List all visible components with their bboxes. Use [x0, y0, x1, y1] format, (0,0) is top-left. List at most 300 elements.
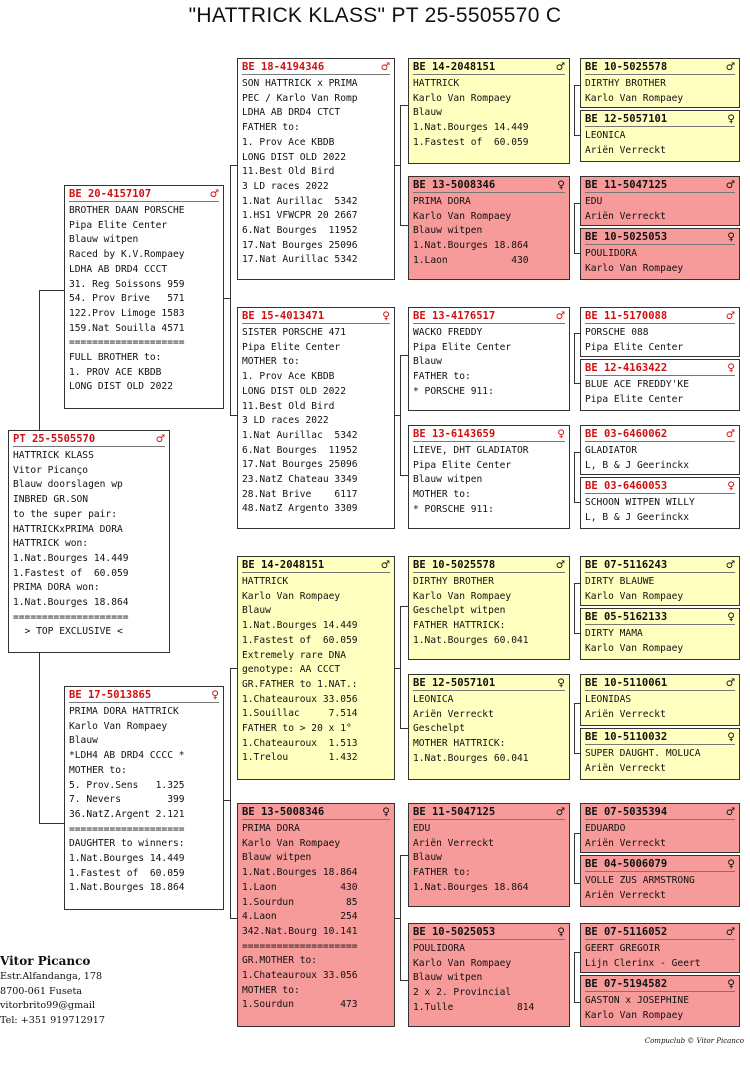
- pigeon-info-line: MOTHER HATTRICK:: [413, 738, 506, 750]
- sex-symbol-icon: ♀: [211, 689, 219, 701]
- pigeon-info-line: 6.Nat Bourges 11952: [242, 444, 358, 456]
- sex-symbol-icon: ♀: [557, 428, 565, 440]
- breeder-info: [0, 952, 230, 1029]
- pigeon-info-line: Pipa Elite Center: [413, 459, 512, 471]
- pigeon-info-line: EDU: [585, 196, 603, 207]
- pigeon-info-line: ====================: [242, 940, 358, 952]
- connector-line: [400, 606, 401, 728]
- pigeon-card-g6: [580, 359, 740, 411]
- pigeon-card-dsd: [408, 674, 570, 780]
- pigeon-info-line: Pipa Elite Center: [69, 219, 168, 231]
- pigeon-card-g9: [580, 556, 740, 606]
- connector-line: [400, 225, 408, 226]
- pigeon-info-line: Blauw: [413, 852, 442, 864]
- connector-line: [39, 290, 40, 431]
- pigeon-info-line: Blauw: [69, 735, 98, 747]
- pigeon-info-line: SISTER PORSCHE 471: [242, 327, 346, 338]
- pigeon-info-line: DIRTHY BROTHER: [413, 576, 494, 587]
- ring-number: PT 25-5505570: [13, 433, 96, 445]
- pigeon-info-line: Ariën Verreckt: [585, 837, 666, 849]
- pigeon-info-line: 1. Prov Ace KBDB: [242, 371, 335, 383]
- sex-symbol-icon: ♂: [155, 433, 165, 445]
- sex-symbol-icon: ♂: [725, 926, 735, 938]
- pigeon-card-g10: [580, 608, 740, 660]
- pigeon-info-line: 122.Prov Limoge 1583: [69, 307, 185, 319]
- ring-number: BE 11-5047125: [585, 179, 668, 191]
- sex-symbol-icon: ♀: [557, 677, 565, 689]
- pigeon-card-subject: [8, 430, 170, 653]
- pigeon-info-line: 1.Tulle 814: [413, 1001, 535, 1013]
- connector-line: [400, 475, 408, 476]
- connector-line: [574, 703, 575, 753]
- sex-symbol-icon: ♂: [555, 61, 565, 73]
- sex-symbol-icon: ♀: [727, 978, 735, 990]
- pigeon-info-line: FATHER to > 20 x 1°: [242, 723, 352, 735]
- pigeon-card-g11: [580, 674, 740, 726]
- connector-line: [230, 668, 231, 918]
- pigeon-info-line: 1.Nat.Bourges 14.449: [69, 853, 185, 865]
- pigeon-info-line: 31. Reg Soissons 959: [69, 278, 185, 290]
- pigeon-info-line: Ariën Verreckt: [585, 708, 666, 720]
- pigeon-header: [13, 433, 165, 447]
- pigeon-card-dam-dam: [237, 803, 395, 1027]
- pigeon-info-line: Lijn Clerinx - Geert: [585, 957, 701, 969]
- sex-symbol-icon: ♂: [380, 559, 390, 571]
- pigeon-info-line: 1.Nat.Bourges 18.864: [13, 597, 129, 609]
- pigeon-info-line: FULL BROTHER to:: [69, 352, 162, 364]
- pigeon-header: [585, 61, 735, 75]
- pigeon-info-line: 48.NatZ Argento 3309: [242, 503, 358, 515]
- pigeon-info-line: PORSCHE 088: [585, 327, 649, 338]
- connector-line: [400, 606, 408, 607]
- pigeon-header: [413, 677, 565, 691]
- ring-number: BE 10-5025578: [585, 61, 668, 73]
- pigeon-info-line: 11.Best Old Bird: [242, 400, 335, 412]
- sex-symbol-icon: ♀: [727, 362, 735, 374]
- sex-symbol-icon: ♀: [727, 231, 735, 243]
- pigeon-info-line: GR.FATHER to 1.NAT.:: [242, 678, 358, 690]
- pigeon-info-line: WACKO FREDDY: [413, 327, 483, 338]
- sex-symbol-icon: ♂: [725, 677, 735, 689]
- ring-number: BE 14-2048151: [413, 61, 496, 73]
- pigeon-info-line: 11.Best Old Bird: [242, 166, 335, 178]
- pigeon-card-g7: [580, 425, 740, 475]
- pigeon-info-line: Pipa Elite Center: [585, 341, 684, 353]
- pigeon-card-sdd: [408, 425, 570, 529]
- ring-number: BE 10-5025578: [413, 559, 496, 571]
- pigeon-card-g5: [580, 307, 740, 357]
- pigeon-header: [585, 978, 735, 992]
- sex-symbol-icon: ♀: [727, 858, 735, 870]
- pigeon-info-line: MOTHER to:: [413, 489, 471, 501]
- pigeon-info-line: 17.Nat Bourges 25096: [242, 459, 358, 471]
- pigeon-info-line: > TOP EXCLUSIVE <: [13, 626, 123, 638]
- pigeon-info-line: Karlo Van Rompaey: [585, 590, 684, 602]
- pigeon-card-dam: [64, 686, 224, 910]
- pigeon-info-line: LONG DIST OLD 2022: [69, 381, 173, 393]
- pigeon-info-line: EDU: [413, 823, 431, 834]
- pigeon-info-line: Karlo Van Rompaey: [413, 92, 512, 104]
- pigeon-info-line: Geschelpt: [413, 723, 465, 735]
- pigeon-header: [585, 428, 735, 442]
- breeder-email-line: vitorbrito99@gmail: [0, 1000, 96, 1012]
- pigeon-info-line: POULIDORA: [413, 943, 465, 954]
- pigeon-header: [413, 61, 565, 75]
- pigeon-info-line: HATTRICK KLASS: [13, 450, 94, 461]
- pigeon-info-line: 1.Nat.Bourges 60.041: [413, 752, 529, 764]
- pigeon-card-dam-sire: [237, 556, 395, 780]
- pigeon-card-g4: [580, 228, 740, 280]
- pigeon-info-line: DIRTY BLAUWE: [585, 576, 655, 587]
- ring-number: BE 12-5057101: [413, 677, 496, 689]
- sex-symbol-icon: ♀: [382, 310, 390, 322]
- pigeon-card-g1: [580, 58, 740, 108]
- pigeon-info-line: 1.Nat.Bourges 18.864: [413, 240, 529, 252]
- breeder-address-line: Estr.Alfandanga, 178: [0, 971, 103, 982]
- connector-line: [574, 85, 575, 135]
- ring-number: BE 10-5110061: [585, 677, 668, 689]
- pigeon-header: [69, 689, 219, 703]
- connector-line: [574, 833, 575, 883]
- pigeon-info-line: 1.Fastest of 60.059: [413, 136, 529, 148]
- pigeon-info-line: 1.HS1 VFWCPR 20 2667: [242, 210, 358, 222]
- ring-number: BE 13-4176517: [413, 310, 496, 322]
- pigeon-info-line: Ariën Verreckt: [413, 837, 494, 849]
- ring-number: BE 07-5116243: [585, 559, 668, 571]
- pigeon-info-line: 1.Souillac 7.514: [242, 708, 358, 720]
- pigeon-info-line: Ariën Verreckt: [585, 762, 666, 774]
- ring-number: BE 07-5035394: [585, 806, 668, 818]
- sex-symbol-icon: ♀: [382, 806, 390, 818]
- pigeon-info-line: GR.MOTHER to:: [242, 955, 318, 967]
- pigeon-info-line: 54. Prov Brive 571: [69, 293, 185, 305]
- pigeon-info-line: HATTRICKxPRIMA DORA: [13, 523, 123, 535]
- pigeon-info-line: 3 LD races 2022: [242, 180, 329, 192]
- ring-number: BE 11-5047125: [413, 806, 496, 818]
- pigeon-info-line: 1.Fastest of 60.059: [13, 567, 129, 579]
- pigeon-info-line: Extremely rare DNA: [242, 649, 346, 661]
- pigeon-info-line: 17.Nat Bourges 25096: [242, 239, 358, 251]
- pigeon-header: [585, 926, 735, 940]
- pigeon-header: [413, 179, 565, 193]
- pigeon-info-line: Karlo Van Rompaey: [413, 957, 512, 969]
- ring-number: BE 03-6460053: [585, 480, 668, 492]
- pigeon-card-g15: [580, 923, 740, 973]
- connector-line: [395, 668, 401, 669]
- pigeon-info-line: HATTRICK won:: [13, 538, 89, 550]
- pigeon-info-line: 1. Prov Ace KBDB: [242, 136, 335, 148]
- pigeon-header: [585, 310, 735, 324]
- connector-line: [39, 653, 40, 823]
- pigeon-info-line: 159.Nat Souilla 4571: [69, 322, 185, 334]
- sex-symbol-icon: ♂: [725, 559, 735, 571]
- pigeon-info-line: 1.Chateauroux 1.513: [242, 737, 358, 749]
- pigeon-info-line: FATHER to:: [413, 867, 471, 879]
- pigeon-info-line: BLUE ACE FREDDY'KE: [585, 379, 689, 390]
- pigeon-card-g16: [580, 975, 740, 1027]
- pigeon-info-line: * PORSCHE 911:: [413, 503, 494, 515]
- pigeon-info-line: Pipa Elite Center: [242, 341, 341, 353]
- pigeon-header: [585, 559, 735, 573]
- pigeon-info-line: LEONICA: [585, 130, 626, 141]
- pigeon-header: [585, 362, 735, 376]
- pigeon-info-line: Ariën Verreckt: [585, 889, 666, 901]
- pigeon-info-line: genotype: AA CCCT: [242, 664, 341, 676]
- pigeon-info-line: DAUGHTER to winners:: [69, 838, 185, 850]
- sex-symbol-icon: ♀: [727, 731, 735, 743]
- pigeon-info-line: 1.Nat.Bourges 18.864: [242, 867, 358, 879]
- pigeon-info-line: Blauw: [242, 605, 271, 617]
- pigeon-info-line: 1.Nat.Bourges 18.864: [69, 882, 185, 894]
- pigeon-info-line: Ariën Verreckt: [585, 144, 666, 156]
- pigeon-info-line: DIRTY MAMA: [585, 628, 643, 639]
- pigeon-info-line: 1.Laon 430: [242, 881, 358, 893]
- ring-number: BE 12-4163422: [585, 362, 668, 374]
- pigeon-card-dds: [408, 803, 570, 907]
- ring-number: BE 07-5116052: [585, 926, 668, 938]
- pigeon-info-line: 36.NatZ.Argent 2.121: [69, 808, 185, 820]
- ring-number: BE 14-2048151: [242, 559, 325, 571]
- pigeon-card-g2: [580, 110, 740, 162]
- pigeon-info-line: 7. Nevers 399: [69, 794, 185, 806]
- pigeon-info-line: PRIMA DORA: [242, 823, 300, 834]
- pigeon-info-line: GASTON x JOSEPHINE: [585, 995, 689, 1006]
- pigeon-info-line: L, B & J Geerinckx: [585, 459, 689, 471]
- pigeon-info-line: Geschelpt witpen: [413, 605, 506, 617]
- pigeon-info-line: 1.Fastest of 60.059: [242, 634, 358, 646]
- ring-number: BE 07-5194582: [585, 978, 668, 990]
- ring-number: BE 13-6143659: [413, 428, 496, 440]
- pigeon-info-line: Karlo Van Rompaey: [585, 1009, 684, 1021]
- pigeon-info-line: 4.Laon 254: [242, 911, 358, 923]
- connector-line: [224, 298, 231, 299]
- pigeon-card-sire: [64, 185, 224, 409]
- ring-number: BE 10-5025053: [585, 231, 668, 243]
- pigeon-card-g8: [580, 477, 740, 529]
- pigeon-header: [585, 113, 735, 127]
- breeder-phone-line: Tel: +351 919712917: [0, 1015, 106, 1027]
- connector-line: [224, 800, 231, 801]
- pigeon-info-line: 1.Sourdun 473: [242, 999, 358, 1011]
- pigeon-info-line: Raced by K.V.Rompaey: [69, 249, 185, 261]
- pigeon-info-line: 1.Chateauroux 33.056: [242, 693, 358, 705]
- pigeon-header: [242, 61, 390, 75]
- pigeon-card-ddd: [408, 923, 570, 1027]
- pigeon-info-line: LEONIDAS: [585, 694, 632, 705]
- pigeon-card-g12: [580, 728, 740, 780]
- pigeon-info-line: Karlo Van Rompaey: [585, 92, 684, 104]
- pigeon-info-line: SUPER DAUGHT. MOLUCA: [585, 748, 701, 759]
- pigeon-info-line: 1.Sourdun 85: [242, 896, 358, 908]
- sex-symbol-icon: ♂: [725, 310, 735, 322]
- connector-line: [574, 452, 575, 502]
- pigeon-info-line: ====================: [69, 337, 185, 349]
- pigeon-info-line: 342.Nat.Bourg 10.141: [242, 925, 358, 937]
- breeder-name: Vitor Picanco: [0, 954, 91, 968]
- ring-number: BE 17-5013865: [69, 689, 152, 701]
- sex-symbol-icon: ♂: [380, 61, 390, 73]
- pigeon-info-line: 6.Nat Bourges 11952: [242, 225, 358, 237]
- connector-line: [400, 980, 408, 981]
- sex-symbol-icon: ♂: [725, 179, 735, 191]
- pigeon-info-line: LDHA AB DRD4 CTCT: [242, 107, 341, 119]
- ring-number: BE 13-5008346: [413, 179, 496, 191]
- sex-symbol-icon: ♀: [557, 179, 565, 191]
- pigeon-info-line: EDUARDO: [585, 823, 626, 834]
- pigeon-info-line: ====================: [13, 611, 129, 623]
- pigeon-info-line: to the super pair:: [13, 508, 117, 520]
- pigeon-header: [242, 806, 390, 820]
- ring-number: BE 04-5006079: [585, 858, 668, 870]
- pigeon-info-line: Vitor Picanço: [13, 464, 89, 476]
- pigeon-card-sire-dam: [237, 307, 395, 529]
- connector-line: [230, 165, 231, 415]
- sex-symbol-icon: ♀: [727, 480, 735, 492]
- pigeon-info-line: 2 x 2. Provincial: [413, 987, 512, 999]
- pigeon-info-line: PRIMA DORA won:: [13, 582, 100, 594]
- breeder-postal-line: 8700-061 Fuseta: [0, 985, 83, 997]
- ring-number: BE 10-5110032: [585, 731, 668, 743]
- pigeon-info-line: Karlo Van Rompaey: [413, 210, 512, 222]
- pigeon-info-line: ====================: [69, 823, 185, 835]
- pigeon-info-line: Karlo Van Rompaey: [242, 837, 341, 849]
- pigeon-header: [413, 806, 565, 820]
- pigeon-info-line: HATTRICK: [242, 576, 289, 587]
- pigeon-info-line: 1.Nat Aurillac 5342: [242, 429, 358, 441]
- connector-line: [395, 165, 401, 166]
- pigeon-header: [413, 559, 565, 573]
- connector-line: [230, 918, 237, 919]
- connector-line: [39, 823, 64, 824]
- pigeon-info-line: Pipa Elite Center: [585, 393, 684, 405]
- pigeon-header: [69, 188, 219, 202]
- pigeon-info-line: GEERT GREGOIR: [585, 943, 661, 954]
- sex-symbol-icon: ♀: [727, 611, 735, 623]
- pigeon-info-line: Blauw: [413, 356, 442, 368]
- pigeon-header: [585, 806, 735, 820]
- connector-line: [400, 355, 408, 356]
- pigeon-info-line: MOTHER to:: [242, 984, 300, 996]
- sex-symbol-icon: ♀: [727, 113, 735, 125]
- connector-line: [400, 855, 408, 856]
- connector-line: [574, 333, 575, 383]
- pigeon-info-line: Blauw doorslagen wp: [13, 479, 123, 491]
- pigeon-info-line: Blauw witpen: [413, 972, 483, 984]
- pigeon-info-line: LONG DIST OLD 2022: [242, 385, 346, 397]
- ring-number: BE 03-6460062: [585, 428, 668, 440]
- pigeon-header: [585, 611, 735, 625]
- pigeon-info-line: PRIMA DORA HATTRICK: [69, 706, 179, 717]
- sex-symbol-icon: ♂: [209, 188, 219, 200]
- pigeon-card-sss: [408, 58, 570, 164]
- footer-credit: Compuclub © Vitor Picanco: [644, 1037, 744, 1045]
- connector-line: [39, 290, 64, 291]
- pigeon-info-line: MOTHER to:: [69, 764, 127, 776]
- pigeon-info-line: Karlo Van Rompaey: [585, 642, 684, 654]
- pigeon-info-line: POULIDORA: [585, 248, 637, 259]
- pigeon-info-line: L, B & J Geerinckx: [585, 511, 689, 523]
- pigeon-info-line: Blauw witpen: [69, 234, 139, 246]
- connector-line: [574, 583, 575, 633]
- pigeon-info-line: 28.Nat Brive 6117: [242, 488, 358, 500]
- pigeon-info-line: 1.Trelou 1.432: [242, 752, 358, 764]
- pigeon-info-line: LDHA AB DRD4 CCCT: [69, 263, 168, 275]
- pigeon-info-line: 1.Fastest of 60.059: [69, 867, 185, 879]
- pigeon-info-line: 1.Chateauroux 33.056: [242, 970, 358, 982]
- pigeon-info-line: BROTHER DAAN PORSCHE: [69, 205, 185, 216]
- pigeon-header: [585, 858, 735, 872]
- pigeon-info-line: *LDH4 AB DRD4 CCCC *: [69, 750, 185, 762]
- pigeon-info-line: 23.NatZ Chateau 3349: [242, 474, 358, 486]
- pigeon-info-line: SCHOON WITPEN WILLY: [585, 497, 695, 508]
- connector-line: [574, 203, 575, 253]
- ring-number: BE 13-5008346: [242, 806, 325, 818]
- pigeon-info-line: LEONICA: [413, 694, 454, 705]
- pigeon-info-line: FATHER to:: [242, 122, 300, 134]
- pigeon-card-g14: [580, 855, 740, 907]
- ring-number: BE 11-5170088: [585, 310, 668, 322]
- pigeon-info-line: 1. PROV ACE KBDB: [69, 366, 162, 378]
- pigeon-header: [413, 428, 565, 442]
- pigeon-info-line: 1.Nat.Bourges 14.449: [242, 620, 358, 632]
- pigeon-info-line: 1.Nat.Bourges 14.449: [413, 122, 529, 134]
- pigeon-info-line: Blauw witpen: [242, 852, 312, 864]
- pigeon-info-line: DIRTHY BROTHER: [585, 78, 666, 89]
- ring-number: BE 20-4157107: [69, 188, 152, 200]
- pigeon-info-line: 1.Laon 430: [413, 254, 529, 266]
- pigeon-card-g13: [580, 803, 740, 853]
- sex-symbol-icon: ♂: [555, 806, 565, 818]
- pigeon-info-line: 1.Nat.Bourges 60.041: [413, 634, 529, 646]
- sex-symbol-icon: ♀: [557, 926, 565, 938]
- pigeon-info-line: Blauw: [413, 107, 442, 119]
- connector-line: [574, 952, 575, 1002]
- connector-line: [230, 165, 237, 166]
- pigeon-header: [585, 480, 735, 494]
- pigeon-info-line: 5. Prov.Sens 1.325: [69, 779, 185, 791]
- sex-symbol-icon: ♂: [555, 310, 565, 322]
- pigeon-info-line: Karlo Van Rompaey: [413, 590, 512, 602]
- connector-line: [400, 728, 408, 729]
- sex-symbol-icon: ♂: [725, 806, 735, 818]
- pigeon-info-line: VOLLE ZUS ARMSTRONG: [585, 875, 695, 886]
- pigeon-info-line: PEC / Karlo Van Romp: [242, 92, 358, 104]
- pigeon-info-line: GLADIATOR: [585, 445, 637, 456]
- pigeon-info-line: Pipa Elite Center: [413, 341, 512, 353]
- pigeon-header: [585, 731, 735, 745]
- pigeon-info-line: Blauw witpen: [413, 225, 483, 237]
- pigeon-info-line: 3 LD races 2022: [242, 415, 329, 427]
- pigeon-header: [585, 677, 735, 691]
- pigeon-info-line: MOTHER to:: [242, 356, 300, 368]
- pigeon-info-line: HATTRICK: [413, 78, 460, 89]
- ring-number: BE 10-5025053: [413, 926, 496, 938]
- pigeon-info-line: Karlo Van Rompaey: [242, 590, 341, 602]
- ring-number: BE 15-4013471: [242, 310, 325, 322]
- pigeon-card-sire-sire: [237, 58, 395, 280]
- sex-symbol-icon: ♂: [725, 61, 735, 73]
- connector-line: [395, 415, 401, 416]
- pigeon-header: [242, 559, 390, 573]
- pigeon-info-line: Ariën Verreckt: [585, 210, 666, 222]
- pigeon-info-line: 1.Nat.Bourges 14.449: [13, 552, 129, 564]
- sex-symbol-icon: ♂: [555, 559, 565, 571]
- pigeon-header: [413, 926, 565, 940]
- pigeon-info-line: PRIMA DORA: [413, 196, 471, 207]
- pigeon-info-line: Ariën Verreckt: [413, 708, 494, 720]
- connector-line: [230, 415, 237, 416]
- connector-line: [230, 668, 237, 669]
